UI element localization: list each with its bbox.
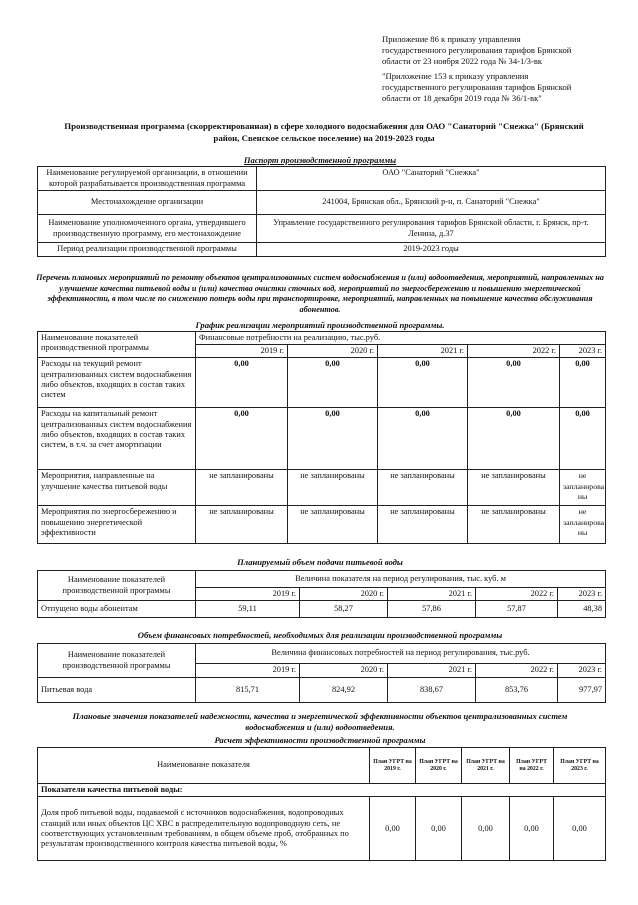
schedule-header-group: Финансовые потребности на реализацию, тыс.руб. [196,332,606,345]
cell-value: не запланированы [196,470,288,506]
reliability-header-label: Наименование показателя [38,748,370,784]
cell-value: 0,00 [510,797,554,861]
cell-value: 0,00 [370,797,416,861]
plan-header: План УГРТ на 2023 г. [554,748,606,784]
table-row [38,470,606,506]
cell-value: не запланированы [196,506,288,544]
supply-table [37,570,606,618]
plan-header: План УГРТ на 2021 г. [462,748,510,784]
reliability-caption-line: Плановые значения показателей надежности, качества и энергетической эффективности объектов централизованных систем [72,711,568,721]
finance-header-label: Наименование показателей производственной программы [38,644,196,678]
year-header: 2021 г. [388,664,476,678]
row-label: Питьевая вода [38,678,196,703]
finance-table [37,643,606,703]
year-header: 2022 г. [476,588,558,601]
passport-row [38,191,606,215]
finance-caption: Объем финансовых потребностей, необходимых для реализации производственной программы [137,630,503,640]
annex-line: Приложение 86 к приказу управления [382,34,521,44]
schedule-table [37,331,606,544]
cell-value: 815,71 [196,678,300,703]
cell-value: 0,00 [288,408,378,470]
annex-line: области от 23 ноября 2022 года № 34-1/3-вк [382,56,543,67]
passport-label: Местонахождение организации [38,191,257,215]
row-label: Доля проб питьевой воды, подаваемой с источников водоснабжения, водопроводных станций или иных объектов ЦС ХВС в распределительную водопроводную сеть, не соответствующих установленным требованиям, в общем объеме проб, отобранных по результатам производственного контроля качества питьевой воды, % [38,797,370,861]
row-label: Мероприятия по энергосбережению и повышению энергетической эффективности [38,506,196,544]
cell-value: не запланирова ны [560,470,606,506]
passport-value: ОАО "Санаторий "Снежка" [257,167,606,191]
table-row [38,408,606,470]
passport-label: Наименование регулируемой организации, в отношении которой разрабатывается производственная программа [38,167,257,191]
document-title [34,120,614,144]
schedule-header-label: Наименование показателей производственной программы [38,332,196,358]
supply-caption: Планируемый объем подачи питьевой воды [237,557,403,567]
cell-value: 0,00 [378,408,468,470]
cell-value: не запланированы [468,506,560,544]
cell-value: 58,27 [300,601,388,618]
passport-row [38,215,606,243]
cell-value: не запланированы [288,506,378,544]
row-label: Мероприятия, направленные на улучшение качества питьевой воды [38,470,196,506]
reliability-table [37,747,606,861]
cell-value: 838,67 [388,678,476,703]
cell-value: 0,00 [468,358,560,408]
cell-value: 0,00 [462,797,510,861]
year-header: 2023 г. [560,345,606,358]
cell-value: 0,00 [288,358,378,408]
passport-value: 241004, Брянская обл., Брянский р-н, п. Санаторий "Снежка" [257,191,606,215]
year-header: 2019 г. [196,345,288,358]
year-header: 2023 г. [558,588,606,601]
cell-value: 0,00 [196,408,288,470]
passport-label: Период реализации производственной программы [38,243,257,257]
cell-value: 0,00 [416,797,462,861]
supply-header-label: Наименование показателей производственной программы [38,571,196,601]
plan-header: План УГРТ на 2019 г. [370,748,416,784]
cell-value: 59,11 [196,601,300,618]
row-label: Отпущено воды абонентам [38,601,196,618]
cell-value: 853,76 [476,678,558,703]
cell-value: 0,00 [196,358,288,408]
plan-header: План УГРТ на 2020 г. [416,748,462,784]
row-label: Расходы на капитальный ремонт централизованных систем водоснабжения либо объектов, входящих в состав таких систем, в т.ч. за счет амортизации [38,408,196,470]
year-header: 2021 г. [388,588,476,601]
cell-value: 0,00 [468,408,560,470]
cell-value: не запланированы [468,470,560,506]
year-header: 2023 г. [558,664,606,678]
cell-value: 824,92 [300,678,388,703]
year-header: 2020 г. [300,664,388,678]
table-row [38,678,606,703]
cell-value: не запланирова ны [560,506,606,544]
cell-value: 57,87 [476,601,558,618]
reliability-caption [30,711,610,733]
annex-line: области от 18 декабря 2019 года № 36/1-вк" [382,93,542,104]
year-header: 2022 г. [476,664,558,678]
passport-row [38,167,606,191]
finance-header-group: Величина финансовых потребностей на период регулирования, тыс.руб. [196,644,606,664]
cell-value: 57,86 [388,601,476,618]
section-heading: Показатели качества питьевой воды: [38,784,606,797]
cell-value: не запланированы [378,470,468,506]
efficiency-caption: Расчет эффективности производственной программы [214,735,426,745]
cell-value: 0,00 [554,797,606,861]
table-row [38,601,606,618]
annex-order-153 [382,71,622,105]
row-label: Расходы на текущий ремонт централизованных систем водоснабжения либо объектов, входящих в состав таких систем [38,358,196,408]
year-header: 2021 г. [378,345,468,358]
passport-row [38,243,606,257]
table-row [38,358,606,408]
annex-line: "Приложение 153 к приказу управления [382,71,529,81]
cell-value: не запланированы [378,506,468,544]
cell-value: 48,38 [558,601,606,618]
cell-value: 0,00 [378,358,468,408]
cell-value: 0,00 [560,358,606,408]
passport-table [37,166,606,257]
title-line: район, Свенское сельское поселение) на 2019-2023 годы [213,133,435,143]
cell-value: 0,00 [560,408,606,470]
cell-value: 977,97 [558,678,606,703]
schedule-caption: График реализации мероприятий производственной программы. [195,320,445,330]
passport-value: Управление государственного регулирования тарифов Брянской области, г. Брянск, пр-т. Ленина, д.37 [257,215,606,243]
passport-label: Наименование уполномоченного органа, утвердившего производственную программу, его местонахождение [38,215,257,243]
annex-line: государственного регулирования тарифов Брянской [382,82,572,93]
year-header: 2022 г. [468,345,560,358]
year-header: 2019 г. [196,588,300,601]
annex-line: государственного регулирования тарифов Брянской [382,45,572,56]
year-header: 2020 г. [288,345,378,358]
reliability-caption-line: водоснабжения и (или) водоотведения. [245,722,395,732]
plan-header: План УГРТ на 2022 г. [510,748,554,784]
title-line: Производственная программа (скорректированная) в сфере холодного водоснабжения для ОАО "Санаторий "Снежка" (Брянский [64,121,584,131]
annex-order-86 [382,34,622,68]
year-header: 2020 г. [300,588,388,601]
supply-header-group: Величина показателя на период регулирования, тыс. куб. м [196,571,606,588]
passport-caption: Паспорт производственной программы [243,155,397,165]
measures-paragraph: Перечень плановых мероприятий по ремонту объектов централизованных систем водоснабжения и (или) водоотведения, мероприятий, направленных на улучшение качества питьевой воды и (или) качества очистки сточных вод, мероприятий по энергосбережению и повышению энергетической эффективности, в том числе по снижению потерь воды при транспортировке, мероприятий, направленных на повышение качества обслуживания абонентов. [36,273,604,314]
table-row [38,506,606,544]
year-header: 2019 г. [196,664,300,678]
passport-value: 2019-2023 годы [257,243,606,257]
table-row [38,797,606,861]
cell-value: не запланированы [288,470,378,506]
